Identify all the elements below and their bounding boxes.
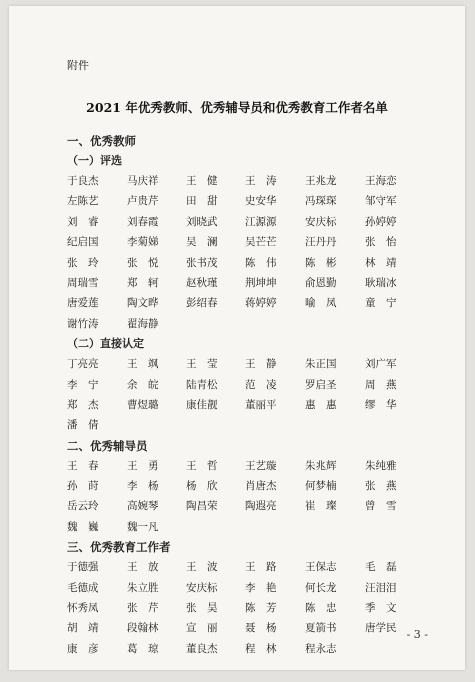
name-row	[67, 273, 447, 293]
person-name: 刘 睿	[67, 215, 99, 228]
name-row	[67, 253, 447, 273]
person-name: 安庆标	[305, 215, 337, 228]
person-name: 刘春霞	[127, 215, 159, 228]
person-name: 张 芹	[127, 602, 159, 615]
person-name: 郑 杰	[67, 398, 99, 411]
person-name: 李 杨	[127, 480, 159, 493]
person-name: 刘广军	[365, 358, 397, 371]
person-name: 王 飒	[127, 358, 159, 371]
name-row	[67, 191, 447, 211]
person-name: 崔 璨	[305, 500, 337, 513]
person-name: 董丽平	[245, 398, 277, 411]
name-list	[67, 131, 447, 659]
person-name: 段翰林	[127, 622, 159, 635]
person-name: 王 莹	[186, 358, 218, 371]
person-name: 周瑞雪	[67, 276, 99, 289]
person-name: 林 靖	[365, 256, 397, 269]
person-name: 岳云玲	[67, 500, 99, 513]
person-name: 何梦楠	[305, 480, 337, 493]
person-name: 惠 惠	[305, 398, 337, 411]
person-name: 李 艳	[245, 581, 277, 594]
person-name: 唐爱莲	[67, 297, 99, 310]
name-row	[67, 415, 447, 435]
person-name: 程 林	[245, 642, 277, 655]
name-row	[67, 232, 447, 252]
person-name: 赵秋瑾	[186, 276, 218, 289]
person-name: 冯琛琛	[305, 195, 337, 208]
person-name: 陶文晔	[127, 297, 159, 310]
person-name: 张 悦	[127, 256, 159, 269]
person-name: 安庆标	[186, 581, 218, 594]
name-row	[67, 456, 447, 476]
person-name: 丁亮亮	[67, 358, 99, 371]
person-name: 谢竹涛	[67, 317, 99, 330]
person-name: 余 皖	[127, 378, 159, 391]
person-name: 曾 雪	[365, 500, 397, 513]
person-name: 马庆祥	[127, 175, 159, 187]
section-heading: 一、优秀教师	[67, 134, 136, 148]
person-name: 朱正国	[305, 358, 337, 371]
person-name: 康 彦	[67, 642, 99, 655]
person-name: 葛 琼	[127, 642, 159, 655]
person-name: 程永志	[305, 642, 337, 655]
person-name: 张 玲	[67, 256, 99, 269]
person-name: 朱立胜	[127, 581, 159, 594]
person-name: 毛 磊	[365, 561, 397, 574]
subsection-heading: （二）直接认定	[67, 337, 144, 351]
person-name: 汪泪泪	[365, 581, 397, 594]
person-name: 曹煜璐	[127, 398, 159, 411]
person-name: 王 静	[245, 358, 277, 371]
name-row	[67, 639, 447, 659]
person-name: 卢贵芹	[127, 195, 159, 208]
subsection-heading: （一）评选	[67, 154, 122, 167]
person-name: 童 宁	[365, 297, 397, 310]
person-name: 陈 伟	[245, 256, 277, 269]
person-name: 王 健	[186, 175, 218, 187]
person-name: 季 文	[365, 602, 397, 615]
name-row	[67, 212, 447, 232]
person-name: 汪丹丹	[305, 236, 337, 249]
person-name: 翟海静	[127, 317, 159, 330]
name-row	[67, 375, 447, 395]
page-title: 2021 年优秀教师、优秀辅导员和优秀教育工作者名单	[86, 100, 388, 115]
person-name: 王 路	[245, 561, 277, 574]
person-name: 陆青松	[186, 378, 218, 391]
person-name: 陶遐亮	[245, 500, 277, 513]
name-row	[67, 557, 447, 577]
person-name: 陶昌荣	[186, 500, 218, 513]
attachment-label: 附件	[67, 59, 89, 72]
person-name: 彭绍春	[186, 297, 218, 310]
person-name: 陈 芳	[245, 602, 277, 615]
person-name: 潘 倩	[67, 419, 99, 432]
name-row	[67, 476, 447, 496]
name-row	[67, 293, 447, 313]
person-name: 王 涛	[245, 175, 277, 187]
person-name: 怀秀凤	[67, 602, 99, 615]
person-name: 田 甜	[186, 195, 218, 208]
person-name: 董良杰	[186, 642, 218, 655]
person-name: 王海恋	[365, 175, 397, 187]
person-name: 张 昊	[186, 602, 218, 615]
person-name: 王 哲	[186, 459, 218, 472]
person-name: 胡 靖	[67, 622, 99, 635]
person-name: 张 怡	[365, 236, 397, 249]
person-name: 耿瑞冰	[365, 276, 397, 289]
person-name: 荆坤坤	[245, 276, 277, 289]
person-name: 王保志	[305, 561, 337, 574]
name-row	[67, 598, 447, 618]
person-name: 王 春	[67, 459, 99, 472]
name-row	[67, 517, 447, 537]
name-row	[67, 578, 447, 598]
person-name: 王 放	[127, 561, 159, 574]
person-name: 魏 巍	[67, 520, 99, 533]
person-name: 陈 忠	[305, 602, 337, 615]
person-name: 罗启圣	[305, 378, 337, 391]
person-name: 李 宁	[67, 378, 99, 391]
person-name: 郑 轲	[127, 276, 159, 289]
person-name: 蒋婷婷	[245, 297, 277, 310]
person-name: 毛德成	[67, 581, 99, 594]
name-row	[67, 354, 447, 374]
person-name: 高婉琴	[127, 500, 159, 513]
person-name: 刘晓武	[186, 215, 218, 228]
person-name: 张书茂	[186, 256, 218, 269]
person-name: 朱兆辉	[305, 459, 337, 472]
person-name: 邹守军	[365, 195, 397, 208]
person-name: 史安华	[245, 195, 277, 208]
person-name: 于德强	[67, 561, 99, 574]
person-name: 孙 莳	[67, 480, 99, 493]
person-name: 唐学民	[365, 622, 397, 635]
page-number: - 3 -	[406, 628, 428, 641]
person-name: 俞恩勤	[305, 276, 337, 289]
person-name: 何长龙	[305, 581, 337, 594]
section-heading: 二、优秀辅导员	[67, 438, 148, 453]
person-name: 陈 彬	[305, 256, 337, 269]
person-name: 王兆龙	[305, 175, 337, 187]
section-heading: 三、优秀教育工作者	[67, 540, 171, 555]
document-page	[9, 6, 465, 670]
person-name: 朱纯雅	[365, 459, 397, 472]
person-name: 喻 凤	[305, 297, 337, 310]
person-name: 纪启国	[67, 236, 99, 249]
name-row	[67, 496, 447, 516]
person-name: 杨 欣	[186, 480, 218, 493]
person-name: 缪 华	[365, 398, 397, 411]
name-row	[67, 314, 447, 334]
person-name: 吴 澜	[186, 236, 218, 249]
person-name: 于良杰	[67, 175, 99, 187]
person-name: 王艺璇	[245, 459, 277, 472]
person-name: 宣 丽	[186, 622, 218, 635]
person-name: 聂 杨	[245, 622, 277, 635]
person-name: 夏箭书	[305, 622, 337, 635]
person-name: 范 凌	[245, 378, 277, 391]
person-name: 李菊娣	[127, 236, 159, 249]
name-row	[67, 395, 447, 415]
name-row	[67, 171, 447, 191]
person-name: 王 波	[186, 561, 218, 574]
person-name: 左陈艺	[67, 195, 99, 208]
name-row	[67, 618, 447, 638]
person-name: 魏一凡	[127, 520, 159, 533]
person-name: 江源源	[245, 215, 277, 228]
person-name: 康佳靓	[186, 398, 218, 411]
person-name: 周 燕	[365, 378, 397, 391]
person-name: 王 勇	[127, 459, 159, 472]
person-name: 张 燕	[365, 480, 397, 493]
person-name: 吴芒芒	[245, 236, 277, 249]
person-name: 肖唐杰	[245, 480, 277, 493]
person-name: 孙婷婷	[365, 215, 397, 228]
